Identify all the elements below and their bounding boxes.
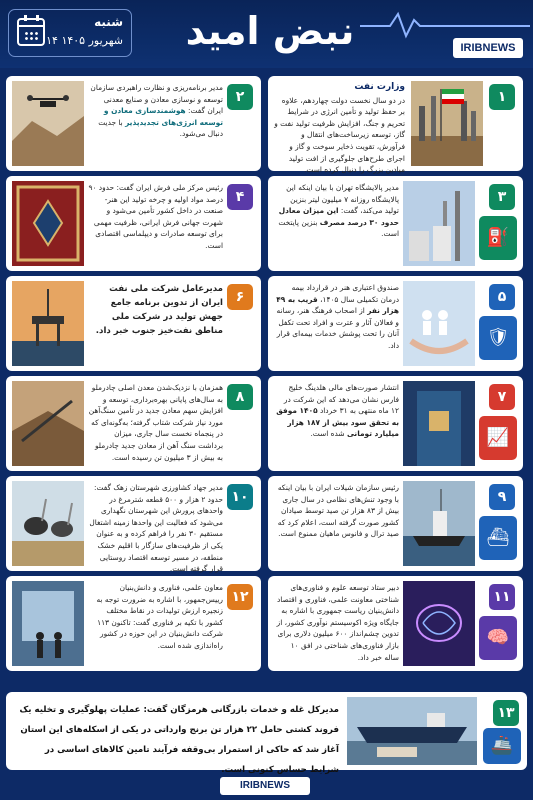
news-card-4[interactable] [6,176,261,271]
refinery-tanks-image [403,181,475,266]
card-heading: وزارت نفت [354,82,405,92]
card-number: ۱۲ [227,584,253,610]
card-body: دبیر ستاد توسعه علوم و فناوری‌های شناختی معاونت علمی، فناوری و اقتصاد دانش‌بنیان ریاست جمهوری با اشاره به جایگاه ویژه اکوسیستم نوآوری کشور، از تدوین چشم‌انداز ۶۰۰ میلیون دلاری برای بازار فناوری‌های شناختی در افق ۱۰ ساله خبر داد. [276,583,399,662]
fuel-pump-icon: ⛽ [479,216,517,260]
card-number: ۱۳ [493,700,519,726]
card-text [88,482,223,574]
card-highlight: هوشمندسازی معادن و توسعه انرژی‌های تجدیدپذیر [103,106,223,127]
cargo-ship-image [347,697,477,765]
cargo-ship-icon: 🚢 [483,728,521,764]
cognitive-brain-image [403,581,475,666]
card-number: ۵ [489,284,515,310]
family-care-image [403,281,475,366]
card-text [274,82,405,175]
card-text [88,82,223,168]
fishing-boat-icon: ⛴ [479,516,517,560]
growth-chart-icon: 📈 [479,416,517,460]
footer-brand-logo: IRIBNEWS [220,777,310,795]
card-highlight: قریب به ۴۹ هزار نفر [276,294,399,316]
ostrich-farm-image [12,481,84,566]
card-body: مدیرعامل شرکت ملی نفت ایران از تدوین برنامه جامع جهش تولید در شرکت ملی مناطق نفت‌خیز جنوب خبر داد. [95,284,223,336]
family-shield-icon: 🛡 [479,316,517,360]
card-text [274,282,399,368]
card-body: صندوق اعتباری هنر در قرارداد بیمه درمان تکمیلی سال ۱۴۰۵، [291,283,399,304]
card-body: رئیس مرکز ملی فرش ایران گفت: حدود ۹۰ درصد مواد اولیه و چرخه تولید این هنر-صنعت در داخل کشور تأمین می‌شود و شهرت جهانی فرش ایرانی، ظرفیت مهمی برای توسعه صادرات و دیپلماسی اقتصادی است. [88,183,223,250]
card-body: همزمان با نزدیک‌شدن معدن اصلی چادرملو به سال‌های پایانی بهره‌برداری، توسعه و افزایش سهم معادن جدید در تأمین سنگ‌آهن مورد نیاز شرکت شتاب گرفته؛ به‌گونه‌ای که در پنجماه نخست سال جاری، میزان برداشت سنگ آهن از معادن جدید چادرملو به بیش از ۳ میلیون تن رسیده است. [88,383,223,462]
date-box [8,9,132,57]
card-body: مدیرکل غله و خدمات بازرگانی هرمزگان گفت: عملیات پهلوگیری و تخلیه یک فروند کشتی حامل ۲۲ هزار تن برنج وارداتی در یکی از اسکله‌های این استان آغاز شد که حاکی از استمرار بی‌وقفه فرآیند تامین کالاهای اساسی در شرایط حساس کنونی است. [19,705,339,775]
brain-icon: 🧠 [479,616,517,660]
fishing-vessel-image [403,481,475,566]
card-body-end: با جدیت دنبال می‌شود. [98,117,223,139]
card-number: ۹ [489,484,515,510]
calendar-icon [17,18,45,46]
card-highlight: این میزان معادل حدود ۳۰ درصد مصرف [278,206,399,227]
persian-carpet-image [12,181,84,266]
news-card-3[interactable] [268,176,523,271]
card-body: رئیس سازمان شیلات ایران با بیان اینکه با وجود تنش‌های نظامی در سال جاری بیش از ۸۳ هزار تن صید توسط صیادان کشور صورت گرفته است، اعلام کرد که صید ترال و فانوس ماهیان ممنوع است. [277,483,399,539]
card-number: ۳ [489,184,515,210]
card-text [88,182,223,268]
card-body: مدیر جهاد کشاورزی شهرستان زهک گفت: حدود ۲ هزار و ۵۰۰ قطعه شترمرغ در واحدهای پرورش این شهرستان نگهداری می‌شود که فعالیت این واحدها زمینه اشتغال مستقیم ۳۰ نفر را فراهم کرده و به عنوان یکی از ظرفیت‌های سازگار با اقلیم خشک منطقه، در مسیر توسعه اقتصاد روستایی قرار گرفته است. [89,483,223,574]
card-text [88,282,223,368]
card-highlight: ۱۴۰۵ موفق به تحقق سود بیش از ۱۸۷ هزار میلیارد تومانی [276,406,399,439]
news-card-9[interactable] [268,476,523,571]
header [0,0,533,68]
news-card-5[interactable] [268,276,523,371]
card-number: ۱ [489,84,515,110]
card-text [274,182,399,268]
card-text [88,582,223,668]
card-number: ۲ [227,84,253,110]
news-card-13[interactable] [6,692,527,775]
card-body: معاون علمی، فناوری و دانش‌بنیان رییس‌جمهور، با اشاره به ضرورت توجه به زنجیره ارزش تولیدات در نقاط مختلف کشور با تکیه بر فناوری گفت: تاکنون ۱۱۳ شرکت دانش‌بنیان در این حوزه در کشور راه‌اندازی شده است. [96,583,223,650]
news-card-12[interactable] [6,576,261,671]
card-number: ۶ [227,284,253,310]
card-text [274,482,399,568]
iron-ore-mine-image [12,381,84,466]
news-card-6[interactable] [6,276,261,371]
mining-drone-image [12,81,84,166]
card-number: ۱۱ [489,584,515,610]
card-body-end: شده است. [310,429,345,439]
news-card-11[interactable] [268,576,523,671]
card-number: ۴ [227,184,253,210]
card-body: در دو سال نخست دولت چهاردهم، علاوه بر حفظ تولید و تأمین انرژی در شرایط تحریم و جنگ، افزایش ظرفیت تولید نفت و گاز، توسعه زیرساخت‌های انتقال و فرآورش، تقویت ذخایر سوخت و گاز و اجرای طرح‌های جلوگیری از افت تولید میادین بزرگ را دنبال کرده است. [274,95,405,175]
card-body-end: بنزین پایتخت است. [278,217,399,239]
card-body: انتشار صورت‌های مالی هلدینگ خلیج فارس نشان می‌دهد که این شرکت در ۱۲ ماه منتهی به ۳۱ خرداد [283,383,399,416]
news-card-8[interactable] [6,376,261,471]
brand-logo: IRIBNEWS [453,38,523,58]
card-text [88,382,223,468]
office-people-image [12,581,84,666]
card-text [274,382,399,468]
news-card-7[interactable] [268,376,523,471]
refinery-flag-image [411,81,483,166]
card-number: ۸ [227,384,253,410]
page-title: نبض امید [185,9,355,53]
card-body: مدیر برنامه‌ریزی و نظارت راهبردی سازمان توسعه و نوسازی معادن و صنایع معدنی ایران گفت: [90,83,223,116]
news-card-2[interactable] [6,76,261,171]
date-full: ۱۴ شهریور ۱۴۰۵ [46,34,123,47]
holding-building-image [403,381,475,466]
card-number: ۷ [489,384,515,410]
news-card-10[interactable] [6,476,261,574]
card-number: ۱۰ [227,484,253,510]
date-day: شنبه [94,15,123,29]
news-card-1[interactable] [268,76,523,175]
card-text [274,582,399,668]
card-body: مدیر پالایشگاه تهران با بیان اینکه این پالایشگاه روزانه ۷ میلیون لیتر بنزین تولید می‌کند، گفت: [286,183,399,216]
card-body-end: از اصحاب فرهنگ هنر، رسانه و فعالان آثار و عترت و افراد تحت تکفل آنان را تحت پوشش خدمات بیمه‌ای قرار داد. [276,306,399,350]
oil-platform-image [12,281,84,366]
